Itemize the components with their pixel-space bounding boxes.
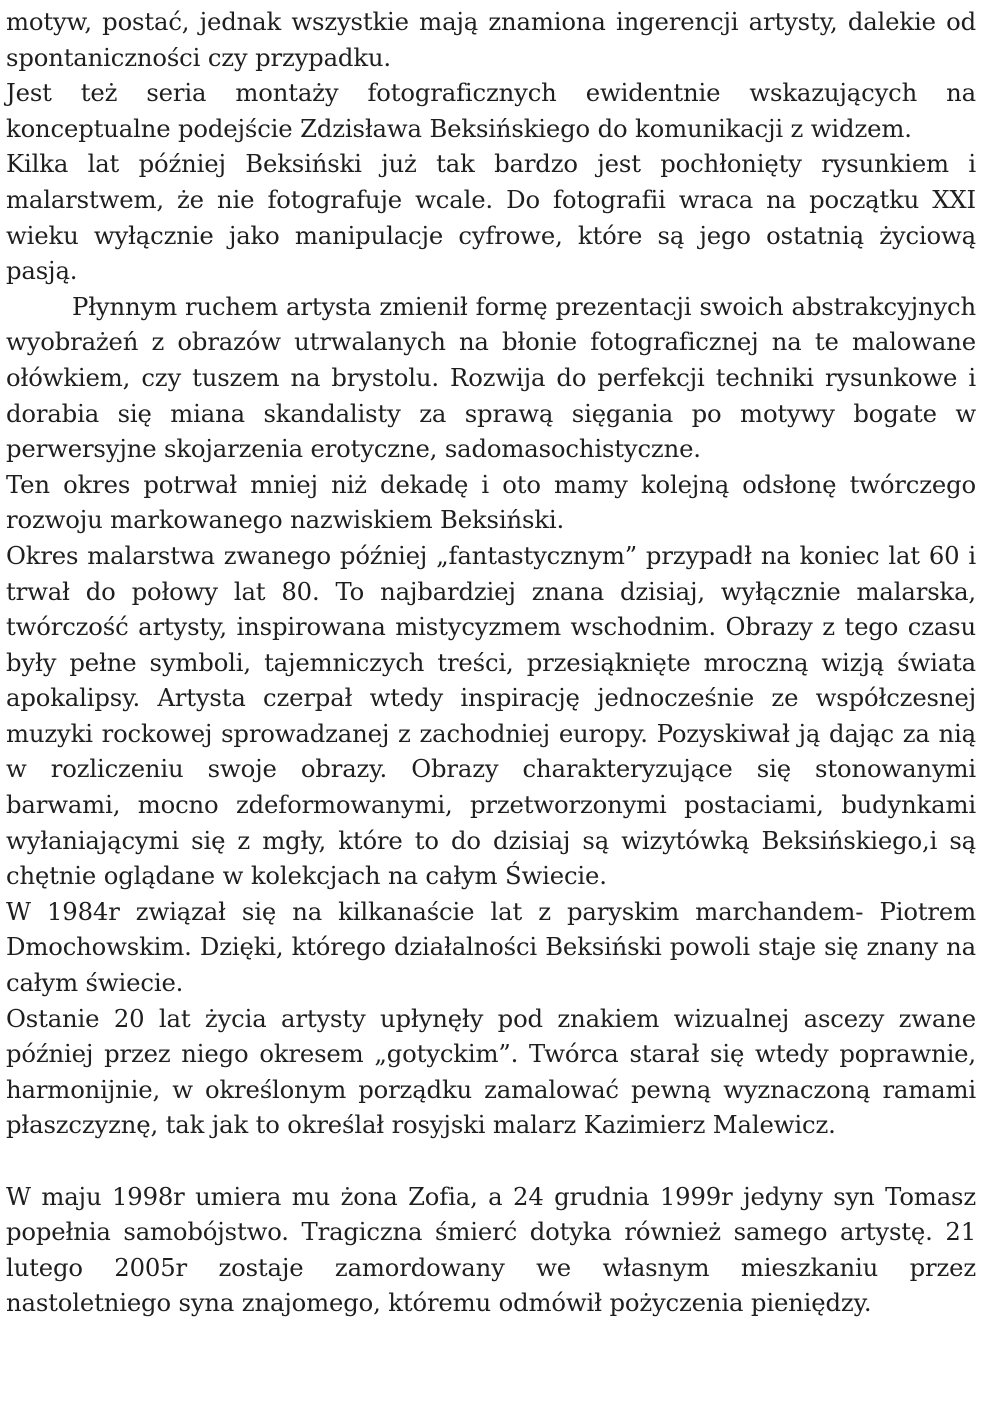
paragraph-5: Ten okres potrwał mniej niż dekadę i oto mamy kolejną odsłonę twórczego rozwoju markowanego nazwiskiem Beksiński. bbox=[6, 469, 976, 535]
paragraph-gap bbox=[6, 1143, 976, 1179]
paragraph-7: W 1984r związał się na kilkanaście lat z paryskim marchandem- Piotrem Dmochowskim. Dzięki, którego działalności Beksiński powoli staje się znany na całym świecie. bbox=[6, 896, 976, 998]
paragraph-6: Okres malarstwa zwanego później „fantastycznym” przypadł na koniec lat 60 i trwał do połowy lat 80. To najbardziej znana dzisiaj, wyłącznie malarska, twórczość artysty, inspirowana mistycyzmem wschodnim. Obrazy z tego czasu były pełne symboli, tajemniczych treści, przesiąknięte mroczną wizją świata apokalipsy. Artysta czerpał wtedy inspirację jednocześnie ze współczesnej muzyki rockowej sprowadzanej z zachodniej europy. Pozyskiwał ją dając za nią w rozliczeniu swoje obrazy. Obrazy charakteryzujące się stonowanymi barwami, mocno zdeformowanymi, przetworzonymi postaciami, budynkami wyłaniającymi się z mgły, które to do dzisiaj są wizytówką Beksińskiego,i są chętnie oglądane w kolekcjach na całym Świecie. bbox=[6, 540, 976, 891]
paragraph-9: W maju 1998r umiera mu żona Zofia, a 24 grudnia 1999r jedyny syn Tomasz popełnia samobójstwo. Tragiczna śmierć dotyka również samego artystę. 21 lutego 2005r zostaje zamordowany we własnym mieszkaniu przez nastoletniego syna znajomego, któremu odmówił pożyczenia pieniędzy. bbox=[6, 1181, 976, 1318]
paragraph-4: Płynnym ruchem artysta zmienił formę prezentacji swoich abstrakcyjnych wyobrażeń z obrazów utrwalanych na błonie fotograficznej na te malowane ołówkiem, czy tuszem na brystolu. Rozwija do perfekcji techniki rysunkowe i dorabia się miana skandalisty za sprawą sięgania po motywy bogate w perwersyjne skojarzenia erotyczne, sadomasochistyczne. bbox=[6, 291, 976, 464]
paragraph-8: Ostanie 20 lat życia artysty upłynęły pod znakiem wizualnej ascezy zwane później przez niego okresem „gotyckim”. Twórca starał się wtedy poprawnie, harmonijnie, w określonym porządku zamalować pewną wyznaczoną ramami płaszczyznę, tak jak to określał rosyjski malarz Kazimierz Malewicz. bbox=[6, 1003, 976, 1140]
paragraph-3: Kilka lat później Beksiński już tak bardzo jest pochłonięty rysunkiem i malarstwem, że nie fotografuje wcale. Do fotografii wraca na początku XXI wieku wyłącznie jako manipulacje cyfrowe, które są jego ostatnią życiową pasją. bbox=[6, 149, 976, 286]
paragraph-2: Jest też seria montaży fotograficznych ewidentnie wskazujących na konceptualne podejście Zdzisława Beksińskiego do komunikacji z widzem. bbox=[6, 78, 976, 143]
paragraph-1: motyw, postać, jednak wszystkie mają znamiona ingerencji artysty, dalekie od spontaniczności czy przypadku. bbox=[6, 7, 976, 72]
